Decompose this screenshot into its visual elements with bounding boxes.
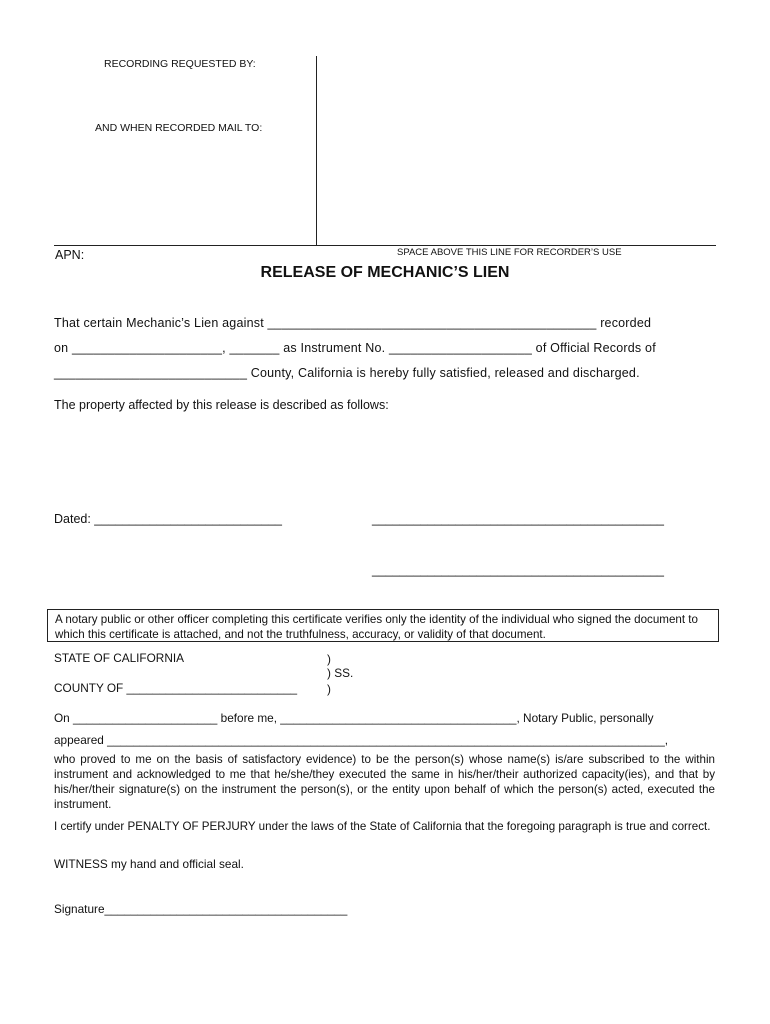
witness-line: WITNESS my hand and official seal. <box>54 857 244 871</box>
recorder-space-line <box>54 245 716 246</box>
ss-label: ) SS. <box>327 666 354 680</box>
notary-disclaimer-box <box>47 609 719 642</box>
lien-line-1: That certain Mechanic’s Lien against ______________________________________________ recorded <box>54 316 652 330</box>
county-field: COUNTY OF __________________________ <box>54 681 298 695</box>
lien-line-2: on _____________________, _______ as Instrument No. ____________________ of Official Records of <box>54 341 656 355</box>
paren-bottom: ) <box>327 682 331 696</box>
mail-to-label: AND WHEN RECORDED MAIL TO: <box>95 122 263 134</box>
notary-on-line: On ______________________ before me, ____________________________________, Notary Public, personally <box>54 711 654 725</box>
state-label: STATE OF CALIFORNIA <box>54 651 184 665</box>
appeared-line: appeared _____________________________________________________________________________________, <box>54 733 669 747</box>
lien-line-3: ___________________________ County, California is hereby fully satisfied, released and discharged. <box>54 366 640 380</box>
notary-signature-line: Signature_____________________________________ <box>54 902 348 916</box>
perjury-paragraph: I certify under PENALTY OF PERJURY under the laws of the State of California that the foregoing paragraph is true and correct. <box>54 820 711 833</box>
proved-paragraph: who proved to me on the basis of satisfactory evidence) to be the person(s) whose name(s) is/are subscribed to the within instrument and acknowledged to me that he/she/they executed the same in his/her/their authorized capacity(ies), and that by his/her/their signature(s) on the instrument the person(s), or the entity upon behalf of which the person(s) acted, executed the instrument. <box>54 753 715 811</box>
page-title: RELEASE OF MECHANIC’S LIEN <box>260 264 510 281</box>
recorders-use-label: SPACE ABOVE THIS LINE FOR RECORDER’S USE <box>397 247 622 258</box>
recording-requested-by-label: RECORDING REQUESTED BY: <box>104 58 256 70</box>
dated-field: Dated: ___________________________ <box>54 512 283 526</box>
header-divider-vertical <box>316 56 317 246</box>
signature-line-2: __________________________________________ <box>372 563 664 577</box>
property-description-label: The property affected by this release is described as follows: <box>54 398 389 412</box>
notary-disclaimer-text: A notary public or other officer completing this certificate verifies only the identity of the individual who signed the document to which this certificate is attached, and not the truthfulness, accuracy, or validity of that document. <box>55 613 698 641</box>
signature-line-1: __________________________________________ <box>372 512 664 526</box>
apn-label: APN: <box>55 248 85 262</box>
paren-top: ) <box>327 652 331 666</box>
